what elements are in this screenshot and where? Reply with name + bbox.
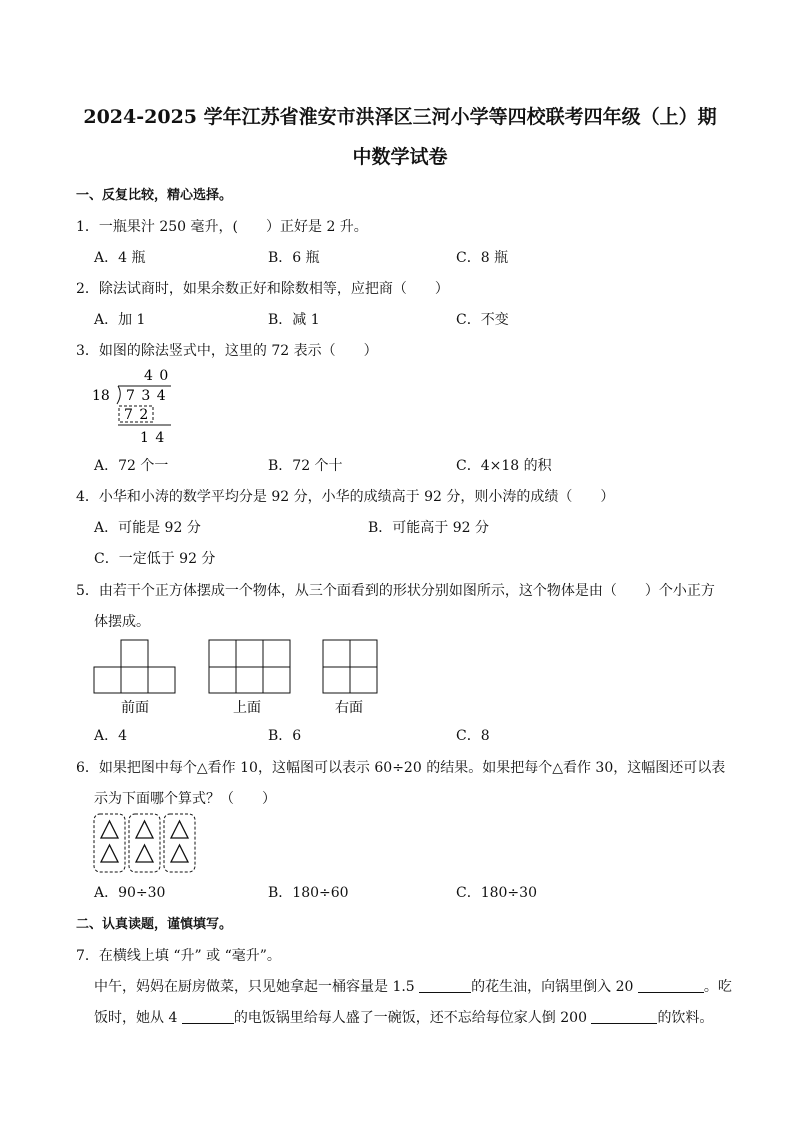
q2-option-a: A．加 1 <box>94 312 146 328</box>
q5-option-b: B．6 <box>268 728 302 744</box>
section2-heading: 二、认真读题，谨慎填写。 <box>76 917 233 932</box>
q3-option-b: B．72 个十 <box>268 458 343 474</box>
q6-option-b: B．180÷60 <box>268 885 349 901</box>
question-6-line2: 示为下面哪个算式？（ ） <box>94 791 276 807</box>
passage-text: 的电饭锅里给每人盛了一碗饭，还不忘给每位家人倒 200 <box>233 1010 592 1026</box>
question-2: 2．除法试商时，如果余数正好和除数相等，应把商（ ） <box>76 281 449 297</box>
passage-text: 。吃 <box>703 979 732 995</box>
top-view <box>209 640 290 693</box>
q2-option-b: B．减 1 <box>268 312 320 328</box>
long-division-figure <box>88 364 188 448</box>
question-7-passage-line2 <box>94 1007 713 1027</box>
q4-option-a: A．可能是 92 分 <box>94 520 201 536</box>
question-7: 7．在横线上填 “升” 或 “毫升”。 <box>76 948 281 964</box>
division-divisor: 18 <box>92 388 110 404</box>
q5-option-a: A．4 <box>94 728 128 744</box>
triangle-icon <box>136 845 153 862</box>
q3-option-a: A．72 个一 <box>94 458 169 474</box>
division-quotient: 4 0 <box>144 368 170 384</box>
front-view-label: 前面 <box>121 700 149 716</box>
triangle-icon <box>101 845 118 862</box>
question-7-passage-line1 <box>94 976 732 996</box>
division-dividend: 7 3 4 <box>126 388 167 404</box>
q1-option-a: A．4 瓶 <box>94 250 146 266</box>
q1-option-b: B．6 瓶 <box>268 250 320 266</box>
question-5-line2: 体摆成。 <box>94 614 150 630</box>
answer-blank-1[interactable] <box>419 978 471 993</box>
section1-heading: 一、反复比较，精心选择。 <box>76 188 233 203</box>
top-view-label: 上面 <box>233 700 261 716</box>
q4-option-b: B．可能高于 92 分 <box>368 520 490 536</box>
division-product-72: 7 2 <box>124 407 150 423</box>
q5-option-c: C．8 <box>456 728 490 744</box>
q4-option-c: C．一定低于 92 分 <box>94 551 216 567</box>
cube-views-figure <box>90 636 390 720</box>
q6-option-a: A．90÷30 <box>94 885 166 901</box>
question-4: 4．小华和小涛的数学平均分是 92 分，小华的成绩高于 92 分，则小涛的成绩（ ） <box>76 489 615 505</box>
question-1: 1．一瓶果汁 250 毫升，( ）正好是 2 升。 <box>76 219 368 235</box>
q2-option-c: C．不变 <box>456 312 509 328</box>
passage-text: 中午，妈妈在厨房做菜，只见她拿起一桶容量是 1.5 <box>94 979 420 995</box>
passage-text: 饭时，她从 4 <box>94 1010 182 1026</box>
triangle-group-3 <box>164 814 195 872</box>
right-view-label: 右面 <box>335 700 363 716</box>
triangle-icon <box>171 821 188 838</box>
q6-option-c: C．180÷30 <box>456 885 537 901</box>
exam-title-line2: 中数学试卷 <box>352 146 448 168</box>
answer-blank-2[interactable] <box>638 978 704 993</box>
exam-title-line1: 2024-2025 学年江苏省淮安市洪泽区三河小学等四校联考四年级（上）期 <box>83 106 717 128</box>
q1-option-c: C．8 瓶 <box>456 250 509 266</box>
passage-text: 的饮料。 <box>657 1010 714 1026</box>
triangle-group-1 <box>94 814 125 872</box>
answer-blank-3[interactable] <box>182 1009 234 1024</box>
triangle-icon <box>171 845 188 862</box>
triangle-group-2 <box>129 814 160 872</box>
triangle-icon <box>136 821 153 838</box>
triangle-icon <box>101 821 118 838</box>
division-remainder: 1 4 <box>140 430 166 446</box>
passage-text: 的花生油，向锅里倒入 20 <box>471 979 638 995</box>
question-3: 3．如图的除法竖式中，这里的 72 表示（ ） <box>76 343 378 359</box>
question-5-line1: 5．由若干个正方体摆成一个物体，从三个面看到的形状分别如图所示，这个物体是由（ ）个小正方 <box>76 583 715 599</box>
answer-blank-4[interactable] <box>591 1009 657 1024</box>
question-6-line1: 6．如果把图中每个△看作 10，这幅图可以表示 60÷20 的结果。如果把每个△看作 30，这幅图还可以表 <box>76 760 726 776</box>
front-view <box>94 640 175 693</box>
right-view <box>323 640 377 693</box>
triangle-groups-figure <box>92 812 204 876</box>
q3-option-c: C．4×18 的积 <box>456 458 552 474</box>
